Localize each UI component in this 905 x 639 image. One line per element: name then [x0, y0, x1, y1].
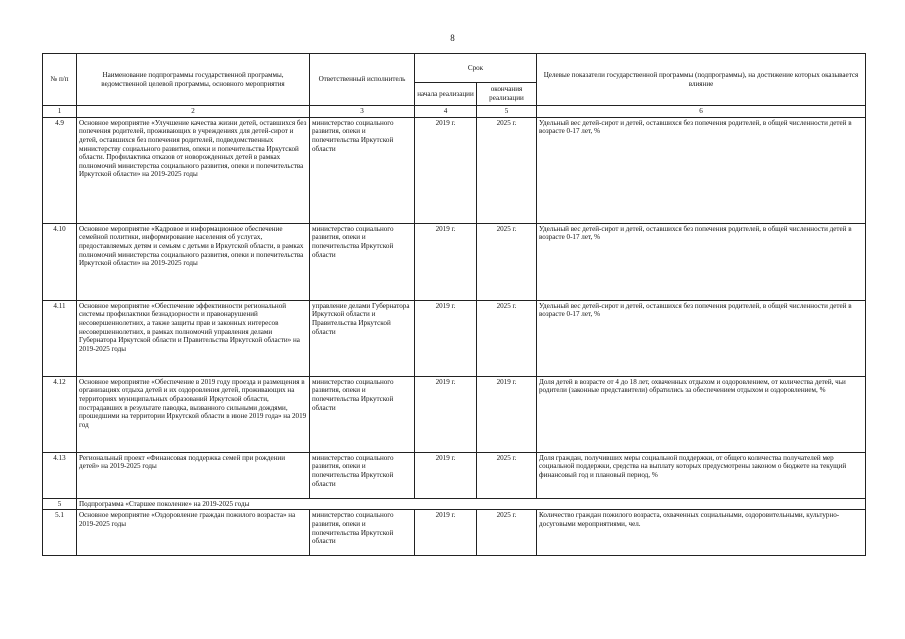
page-number: 8: [450, 33, 455, 43]
row-indicator: Доля детей в возрасте от 4 до 18 лет, охваченных отдыхом и оздоровлением, от количества детей, чьи родители (законные представители) обратились за обеспечением отдыхом и оздоровлением, %: [537, 376, 866, 452]
header-executor: Ответственный исполнитель: [310, 54, 415, 106]
row-num: 5.1: [43, 510, 77, 556]
row-start: 2019 г.: [415, 510, 477, 556]
row-name: Основное мероприятие «Улучшение качества жизни детей, оставшихся без попечения родителей, проживающих в учреждениях для детей-сирот и детей, оставшихся без попечения родителей, подведомственных министерству социального развития, опеки и попечительства Иркутской области. Профилактика отказов от новорожденных детей в рамках полномочий министерства социального развития, опеки и попечительства Иркутской области» на 2019-2025 годы: [77, 117, 310, 223]
row-indicator: Доля граждан, получивших меры социальной поддержки, от общего количества получателей мер социальной поддержки, средства на выплату которых предусмотрены законом о бюджете на текущий финансовый год и плановый период, %: [537, 452, 866, 498]
table-row: [43, 117, 866, 223]
table-row: [43, 510, 866, 556]
row-executor: управление делами Губернатора Иркутской области и Правительства Иркутской области: [310, 300, 415, 376]
row-start: 2019 г.: [415, 300, 477, 376]
row-indicator: Количество граждан пожилого возраста, охваченных социальными, оздоровительными, культурно-досуговыми мероприятиями, чел.: [537, 510, 866, 556]
row-end: 2025 г.: [477, 223, 537, 300]
col-number: 2: [77, 106, 310, 118]
row-executor: министерство социального развития, опеки и попечительства Иркутской области: [310, 510, 415, 556]
row-start: 2019 г.: [415, 117, 477, 223]
col-number: 6: [537, 106, 866, 118]
header-name: Наименование подпрограммы государственной программы, ведомственной целевой программы, основного мероприятия: [77, 54, 310, 106]
header-indicators: Целевые показатели государственной программы (подпрограммы), на достижение которых оказывается влияние: [537, 54, 866, 106]
row-name: Основное мероприятие «Кадровое и информационное обеспечение семейной политики, информирование населения об услугах, предоставляемых детям и семьям с детьми в Иркутской области, в рамках полномочий министерства социального развития, опеки и попечительства Иркутской области» на 2019-2025 годы: [77, 223, 310, 300]
row-name: Основное мероприятие «Обеспечение эффективности региональной системы профилактики безнадзорности и правонарушений несовершеннолетних, а также защиты прав и законных интересов несовершеннолетних, в рамках полномочий управления делами Губернатора Иркутской области и Правительства Иркутской области» на 2019-2025 годы: [77, 300, 310, 376]
row-start: 2019 г.: [415, 376, 477, 452]
table-row: [43, 300, 866, 376]
row-end: 2025 г.: [477, 452, 537, 498]
col-number: 4: [415, 106, 477, 118]
header-start: начала реализации: [415, 83, 477, 106]
program-table: [42, 53, 866, 556]
section-row: [43, 498, 866, 510]
row-name: Региональный проект «Финансовая поддержка семей при рождении детей» на 2019-2025 годы: [77, 452, 310, 498]
row-executor: министерство социального развития, опеки и попечительства Иркутской области: [310, 117, 415, 223]
col-number: 3: [310, 106, 415, 118]
row-executor: министерство социального развития, опеки и попечительства Иркутской области: [310, 452, 415, 498]
header-term: Срок: [415, 54, 537, 83]
column-numbers-row: [43, 106, 866, 118]
row-num: 4.12: [43, 376, 77, 452]
header-end: окончания реализации: [477, 83, 537, 106]
row-num: 4.13: [43, 452, 77, 498]
col-number: 5: [477, 106, 537, 118]
col-number: 1: [43, 106, 77, 118]
row-name: Основное мероприятие «Обеспечение в 2019 году проезда и размещения в организациях отдыха детей и их оздоровления детей, проживающих на территориях муниципальных образований Иркутской области, пострадавших в результате паводка, вызванного сильными дождями, прошедшими на территории Иркутской области в июне 2019 года» на 2019 год: [77, 376, 310, 452]
table-row: [43, 223, 866, 300]
row-end: 2025 г.: [477, 117, 537, 223]
row-end: 2019 г.: [477, 376, 537, 452]
row-end: 2025 г.: [477, 300, 537, 376]
table-row: [43, 452, 866, 498]
row-end: 2025 г.: [477, 510, 537, 556]
row-indicator: Удельный вес детей-сирот и детей, оставшихся без попечения родителей, в общей численности детей в возрасте 0-17 лет, %: [537, 300, 866, 376]
table-row: [43, 376, 866, 452]
row-indicator: Удельный вес детей-сирот и детей, оставшихся без попечения родителей, в общей численности детей в возрасте 0-17 лет, %: [537, 223, 866, 300]
row-start: 2019 г.: [415, 452, 477, 498]
row-executor: министерство социального развития, опеки и попечительства Иркутской области: [310, 223, 415, 300]
section-title: Подпрограмма «Старшее поколение» на 2019-2025 годы: [77, 498, 866, 510]
row-num: 4.11: [43, 300, 77, 376]
row-indicator: Удельный вес детей-сирот и детей, оставшихся без попечения родителей, в общей численности детей в возрасте 0-17 лет, %: [537, 117, 866, 223]
row-num: 4.10: [43, 223, 77, 300]
header-num: № п/п: [43, 54, 77, 106]
row-num: 4.9: [43, 117, 77, 223]
row-executor: министерство социального развития, опеки и попечительства Иркутской области: [310, 376, 415, 452]
section-num: 5: [43, 498, 77, 510]
row-name: Основное мероприятие «Оздоровление граждан пожилого возраста» на 2019-2025 годы: [77, 510, 310, 556]
row-start: 2019 г.: [415, 223, 477, 300]
